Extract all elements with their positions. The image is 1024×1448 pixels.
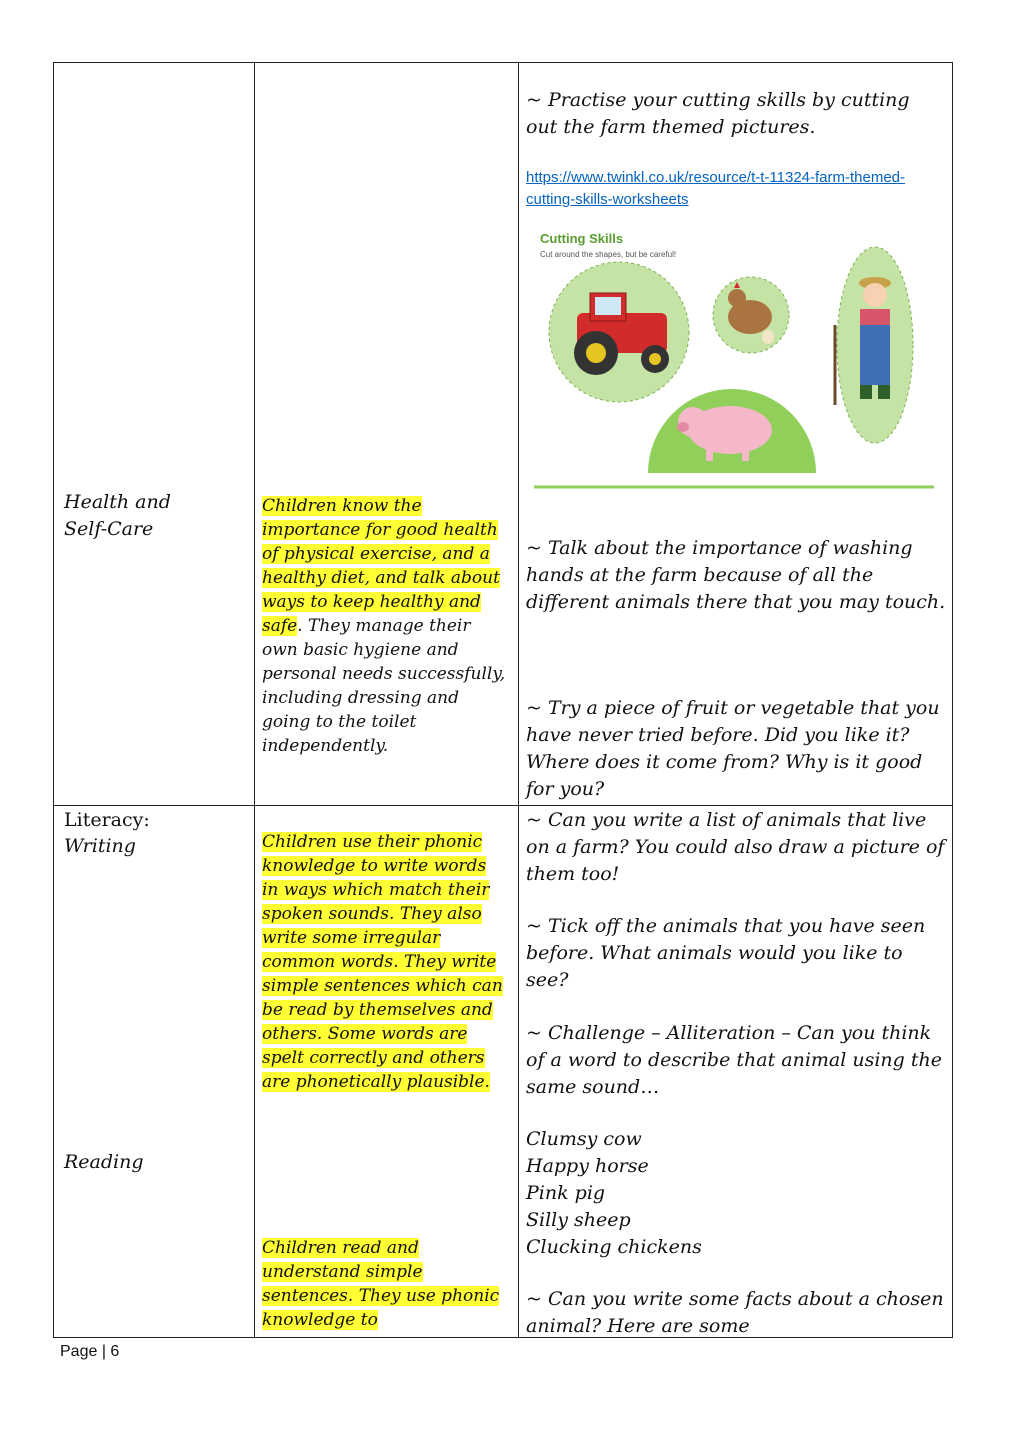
washing-hands-activity: ~ Talk about the importance of washing hands at the farm because of all the different animals there that you may touch. xyxy=(526,537,946,613)
health-goal-text xyxy=(262,494,507,758)
page-number: Page | 6 xyxy=(60,1343,120,1360)
list-item: Clucking chickens xyxy=(526,1236,702,1258)
alliteration-examples xyxy=(526,1126,946,1261)
twinkl-resource-link[interactable]: https://www.twinkl.co.uk/resource/t-t-11324-farm-themed-cutting-skills-worksheets xyxy=(526,169,906,208)
writing-goal-text: Children use their phonic knowledge to write words in ways which match their spoken sounds. They also write some irregular common words. They write simple sentences which can be read by themselves and others. Some words are spelt correctly and others are phonetically plausible. xyxy=(262,832,503,1092)
area-health-label: Health and Self-Care xyxy=(64,491,171,540)
column-divider xyxy=(518,63,519,1337)
list-item: Pink pig xyxy=(526,1182,606,1204)
health-goal-highlight: Children know the importance for good health of physical exercise, and a healthy diet, and talk about ways to keep healthy and safe xyxy=(262,496,500,636)
list-item: Silly sheep xyxy=(526,1209,631,1231)
fruit-activity: ~ Try a piece of fruit or vegetable that you have never tried before. Did you like it? Where does it come from? Why is it good for you? xyxy=(526,697,940,800)
area-writing-label: Writing xyxy=(64,835,136,857)
row-divider xyxy=(54,805,952,806)
cutting-skills-worksheet-image xyxy=(530,225,938,493)
area-reading-label: Reading xyxy=(64,1151,144,1173)
worksheet-title: Cutting Skills xyxy=(540,231,624,246)
activities-table xyxy=(53,62,953,1338)
cutting-activity: ~ Practise your cutting skills by cutting out the farm themed pictures. xyxy=(526,89,910,138)
health-goal-rest: . They manage their own basic hygiene and personal needs successfully, including dressing and going to the toilet independently. xyxy=(262,616,506,756)
area-literacy-label: Literacy: xyxy=(64,809,150,831)
list-item: Clumsy cow xyxy=(526,1128,642,1150)
tick-off-activity: ~ Tick off the animals that you have seen before. What animals would you like to see? xyxy=(526,915,926,991)
column-divider xyxy=(254,63,255,1337)
list-item: Happy horse xyxy=(526,1155,649,1177)
reading-goal-text: Children read and understand simple sentences. They use phonic knowledge to xyxy=(262,1238,500,1330)
animal-list-activity: ~ Can you write a list of animals that live on a farm? You could also draw a picture of them too! xyxy=(526,809,945,885)
facts-activity: ~ Can you write some facts about a chosen animal? Here are some xyxy=(526,1288,944,1337)
alliteration-challenge: ~ Challenge – Alliteration – Can you think of a word to describe that animal using the same sound… xyxy=(526,1022,942,1098)
worksheet-subtitle: Cut around the shapes, but be careful! xyxy=(540,250,677,259)
